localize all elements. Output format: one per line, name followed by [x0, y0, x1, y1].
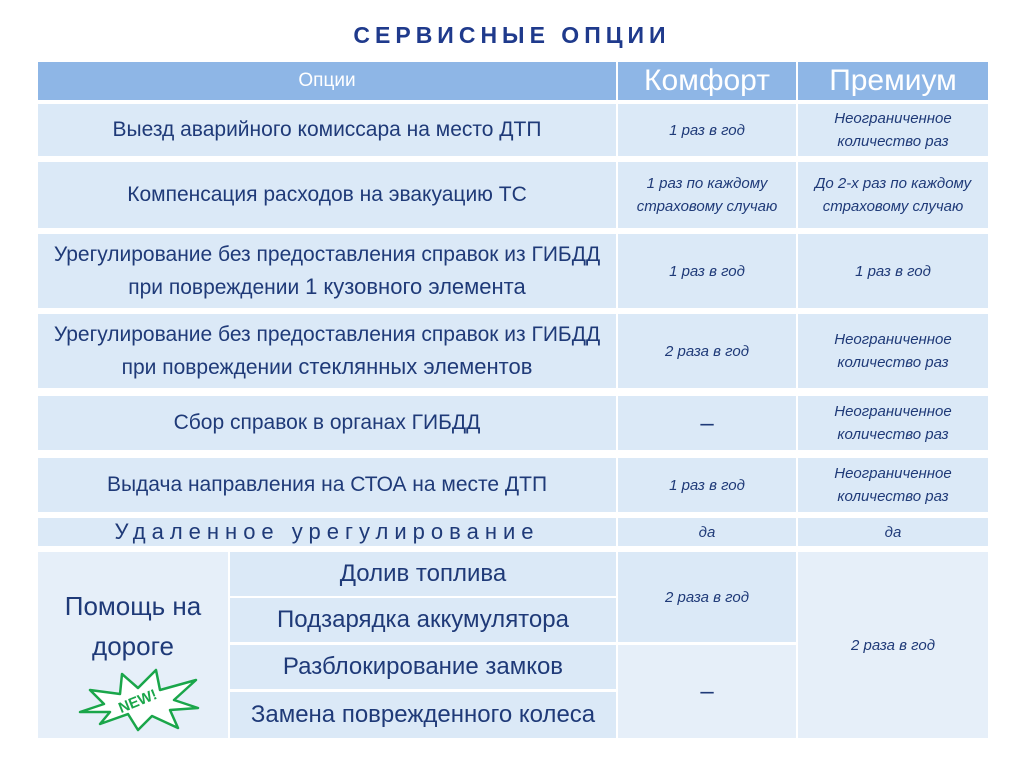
row-3-option: [38, 234, 616, 308]
row-3-option-line2-big: 1 кузовного элемента: [305, 273, 526, 299]
row-4-option-line2-big: стеклянных элементов: [298, 353, 533, 379]
row-3-option-line2: [128, 271, 525, 304]
row-2-premium: До 2-х раз по каждому страховому случаю: [798, 162, 988, 228]
roadside-item-locks: Разблокирование замков: [230, 645, 616, 689]
roadside-title: Помощь на дороге: [38, 552, 228, 738]
row-7-comfort: да: [618, 518, 796, 546]
roadside-item-fuel: Долив топлива: [230, 552, 616, 596]
row-3-option-line1: Урегулирование без предоставления справок из ГИБДД: [53, 242, 601, 266]
header-premium: Премиум: [798, 62, 988, 100]
row-5-premium: Неограниченное количество раз: [798, 396, 988, 450]
roadside-comfort-bottom: –: [618, 645, 796, 738]
row-4-option-line2: [122, 351, 533, 384]
row-2-option: Компенсация расходов на эвакуацию ТС: [38, 162, 616, 228]
row-1-option: Выезд аварийного комиссара на место ДТП: [38, 104, 616, 156]
roadside-comfort-top: 2 раза в год: [618, 552, 796, 642]
roadside-premium: 2 раза в год: [798, 552, 988, 738]
header-options: Опции: [38, 62, 616, 100]
row-3-comfort: 1 раз в год: [618, 234, 796, 308]
row-4-comfort: 2 раза в год: [618, 314, 796, 388]
new-badge-icon: [76, 668, 202, 732]
row-6-premium: Неограниченное количество раз: [798, 458, 988, 512]
row-1-comfort: 1 раз в год: [618, 104, 796, 156]
roadside-item-battery: Подзарядка аккумулятора: [230, 598, 616, 642]
row-7-option: Удаленное урегулирование: [38, 518, 616, 546]
row-6-comfort: 1 раз в год: [618, 458, 796, 512]
row-5-option: Сбор справок в органах ГИБДД: [38, 396, 616, 450]
row-6-option: Выдача направления на СТОА на месте ДТП: [38, 458, 616, 512]
row-4-option-line1: Урегулирование без предоставления справок из ГИБДД: [53, 322, 601, 346]
row-1-premium: Неограниченное количество раз: [798, 104, 988, 156]
row-3-option-line2-start: при повреждении: [128, 275, 300, 299]
row-7-premium: да: [798, 518, 988, 546]
row-3-premium: 1 раз в год: [798, 234, 988, 308]
row-2-comfort: 1 раз по каждому страховому случаю: [618, 162, 796, 228]
page-title: СЕРВИСНЫЕ ОПЦИИ: [353, 22, 671, 48]
header-comfort: Комфорт: [618, 62, 796, 100]
roadside-item-wheel: Замена поврежденного колеса: [230, 692, 616, 738]
row-4-option: [38, 314, 616, 388]
row-5-comfort: –: [618, 396, 796, 450]
row-4-option-line2-start: при повреждении: [121, 355, 293, 379]
row-4-premium: Неограниченное количество раз: [798, 314, 988, 388]
new-badge-text: NEW!: [116, 686, 160, 717]
